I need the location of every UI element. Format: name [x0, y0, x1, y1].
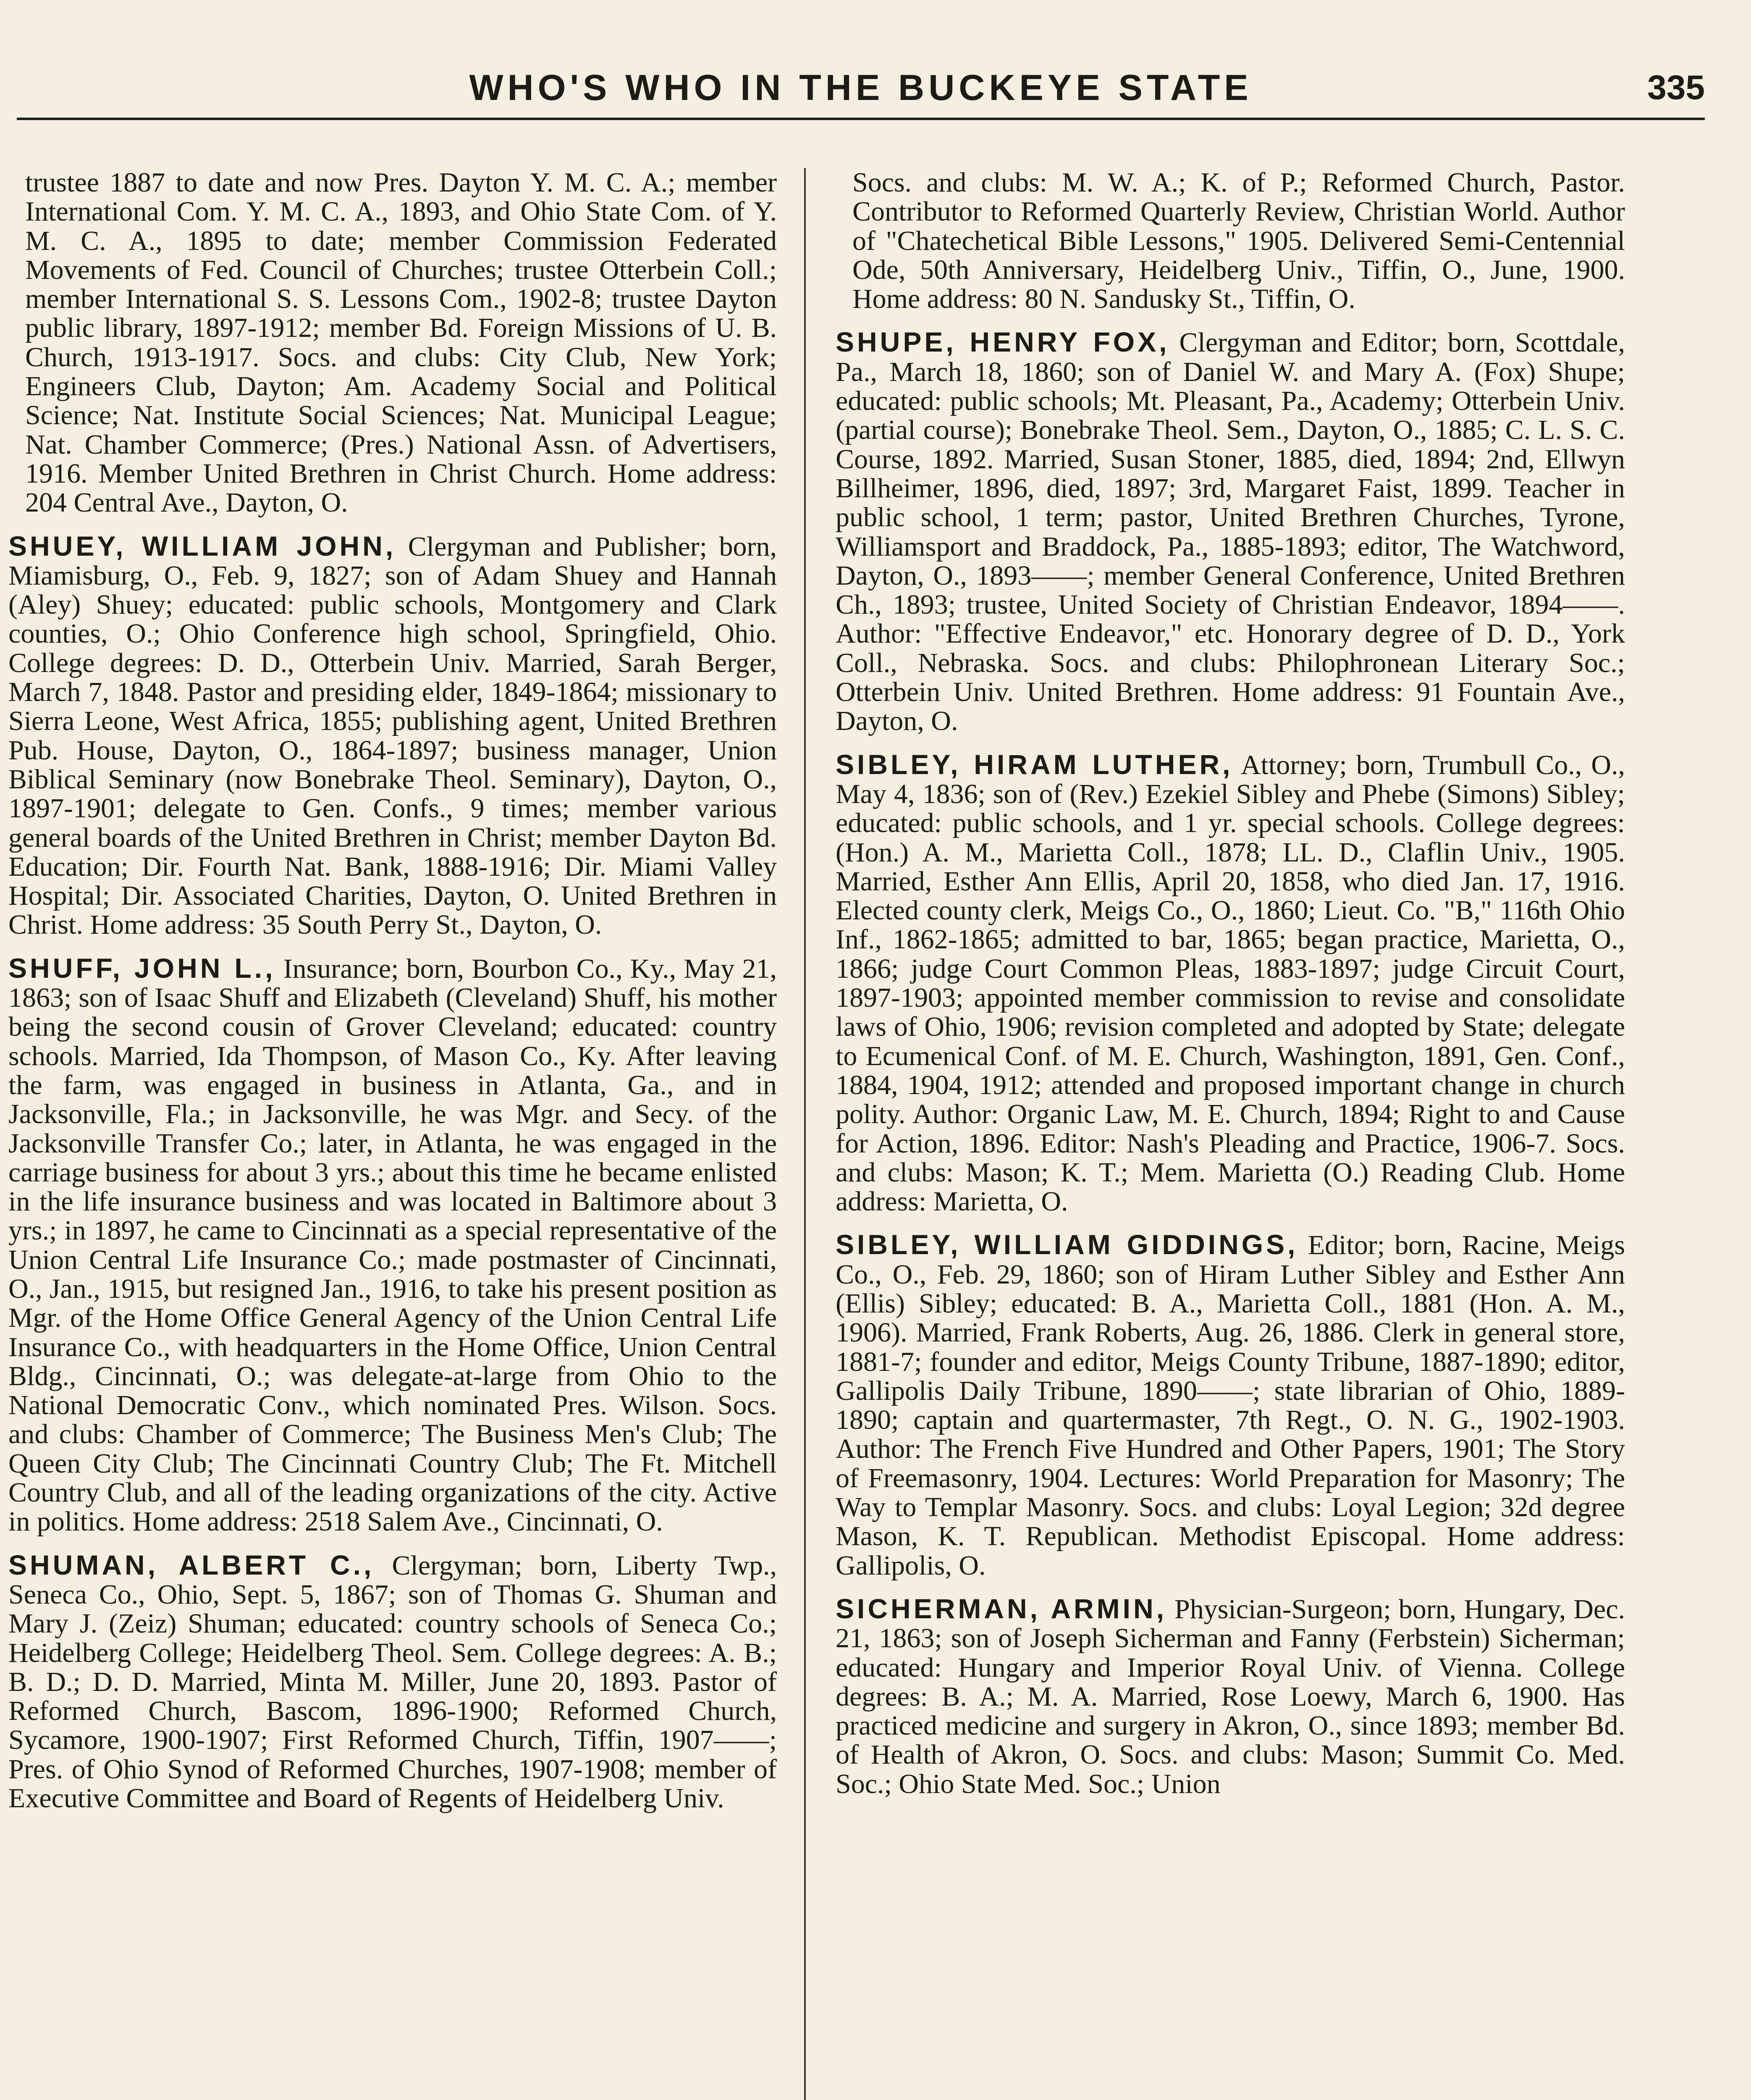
entry-name: SHUMAN, ALBERT C.,: [8, 1549, 375, 1580]
continuation-text: Socs. and clubs: M. W. A.; K. of P.; Reformed Church, Pastor. Contributor to Reformed Quarterly Review, Christian World. Author of "Chatechetical Bible Lessons," 1905. Delivered Semi-Centennial Ode, 50th Anniversary, Heidelberg Univ., Tiffin, O., June, 1900. Home address: 80 N. Sandusky St., Tiffin, O.: [852, 168, 1625, 315]
entry-text: Physician-Surgeon; born, Hungary, Dec. 21, 1863; son of Joseph Sicherman and Fanny (Ferbstein) Sicherman; educated: Hungary and Imperior Royal Univ. of Vienna. College degrees: B. A.; M. A. Married, Rose Loewy, March 6, 1900. Has practiced medicine and surgery in Akron, O., since 1893; member Bd. of Health of Akron, O. Socs. and clubs: Mason; Summit Co. Med. Soc.; Ohio State Med. Soc.; Union: [836, 1593, 1625, 1799]
entry-text: Attorney; born, Trumbull Co., O., May 4, 1836; son of (Rev.) Ezekiel Sibley and Phebe (Simons) Sibley; educated: public schools, and 1 yr. special schools. College degrees: (Hon.) A. M., Marietta Coll., 1878; LL. D., Claflin Univ., 1905. Married, Esther Ann Ellis, April 20, 1858, who died Jan. 17, 1916. Elected county clerk, Meigs Co., O., 1860; Lieut. Co. "B," 116th Ohio Inf., 1862-1865; admitted to bar, 1865; began practice, Marietta, O., 1866; judge Court Common Pleas, 1883-1897; judge Circuit Court, 1897-1903; appointed member commission to revise and consolidate laws of Ohio, 1906; revision completed and adopted by State; delegate to Ecumenical Conf. of M. E. Church, Washington, 1891, Gen. Conf., 1884, 1904, 1912; attended and proposed important change in church polity. Author: Organic Law, M. E. Church, 1894; Right to and Cause for Action, 1896. Editor: Nash's Pleading and Practice, 1906-7. Socs. and clubs: Mason; K. T.; Mem. Marietta (O.) Reading Club. Home address: Marietta, O.: [836, 749, 1625, 1217]
entry-name: SICHERMAN, ARMIN,: [836, 1593, 1167, 1624]
continuation-text: trustee 1887 to date and now Pres. Dayton Y. M. C. A.; member International Com. Y. M. C. A., 1893, and Ohio State Com. of Y. M. C. A., 1895 to date; member Commission Federated Movements of Fed. Council of Churches; trustee Otterbein Coll.; member International S. S. Lessons Com., 1902-8; trustee Dayton public library, 1897-1912; member Bd. Foreign Missions of U. B. Church, 1913-1917. Socs. and clubs: City Club, New York; Engineers Club, Dayton; Am. Academy Social and Political Science; Nat. Institute Social Sciences; Nat. Municipal League; Nat. Chamber Commerce; (Pres.) National Assn. of Advertisers, 1916. Member United Brethren in Christ Church. Home address: 204 Central Ave., Dayton, O.: [25, 168, 777, 518]
biography-entry: [836, 328, 1625, 735]
entry-name: SHUPE, HENRY FOX,: [836, 326, 1170, 358]
entry-text: Insurance; born, Bourbon Co., Ky., May 21, 1863; son of Isaac Shuff and Elizabeth (Cleveland) Shuff, his mother being the second cousin of Grover Cleveland; educated: country schools. Married, Ida Thompson, of Mason Co., Ky. After leaving the farm, was engaged in business in Atlanta, Ga., and in Jacksonville, Fla.; in Jacksonville, he was Mgr. and Secy. of the Jacksonville Transfer Co.; later, in Atlanta, he was engaged in the carriage business for about 3 yrs.; about this time he became enlisted in the life insurance business and was located in Baltimore about 3 yrs.; in 1897, he came to Cincinnati as a special representative of the Union Central Life Insurance Co.; made postmaster of Cincinnati, O., Jan., 1915, but resigned Jan., 1916, to take his present position as Mgr. of the Home Office General Agency of the Union Central Life Insurance Co., with headquarters in the Home Office, Union Central Bldg., Cincinnati, O.; was delegate-at-large from Ohio to the National Democratic Conv., which nominated Pres. Wilson. Socs. and clubs: Chamber of Commerce; The Business Men's Club; The Queen City Club; The Cincinnati Country Club; The Ft. Mitchell Country Club, and all of the leading organizations of the city. Active in politics. Home address: 2518 Salem Ave., Cincinnati, O.: [8, 953, 777, 1537]
column-divider: [804, 168, 806, 2100]
biography-entry: [836, 750, 1625, 1216]
entry-text: Editor; born, Racine, Meigs Co., O., Feb. 29, 1860; son of Hiram Luther Sibley and Esther Ann (Ellis) Sibley; educated: B. A., Marietta Coll., 1881 (Hon. A. M., 1906). Married, Frank Roberts, Aug. 26, 1886. Clerk in general store, 1881-7; founder and editor, Meigs County Tribune, 1887-1890; editor, Gallipolis Daily Tribune, 1890——; state librarian of Ohio, 1889-1890; captain and quartermaster, 7th Regt., O. N. G., 1902-1903. Author: The French Five Hundred and Other Papers, 1901; The Story of Freemasonry, 1904. Lectures: World Preparation for Masonry; The Way to Templar Masonry. Socs. and clubs: Loyal Legion; 32d degree Mason, K. T. Republican. Methodist Episcopal. Home address: Gallipolis, O.: [836, 1230, 1625, 1581]
biography-entry: [8, 1551, 777, 1813]
left-column: [8, 168, 777, 2100]
entry-name: SHUFF, JOHN L.,: [8, 952, 276, 984]
entry-text: Clergyman and Editor; born, Scottdale, Pa., March 18, 1860; son of Daniel W. and Mary A. (Fox) Shupe; educated: public schools; Mt. Pleasant, Pa., Academy; Otterbein Univ. (partial course); Bonebrake Theol. Sem., Dayton, O., 1885; C. L. S. C. Course, 1892. Married, Susan Stoner, 1885, died, 1894; 2nd, Ellwyn Billheimer, 1896, died, 1897; 3rd, Margaret Faist, 1899. Teacher in public school, 1 term; pastor, United Brethren Churches, Tyrone, Williamsport and Braddock, Pa., 1885-1893; editor, The Watchword, Dayton, O., 1893——; member General Conference, United Brethren Ch., 1893; trustee, United Society of Christian Endeavor, 1894——. Author: "Effective Endeavor," etc. Honorary degree of D. D., York Coll., Nebraska. Socs. and clubs: Philophronean Literary Soc.; Otterbein Univ. United Brethren. Home address: 91 Fountain Ave., Dayton, O.: [836, 327, 1625, 737]
page-number: 335: [1647, 68, 1705, 107]
entry-text: Clergyman; born, Liberty Twp., Seneca Co., Ohio, Sept. 5, 1867; son of Thomas G. Shuman and Mary J. (Zeiz) Shuman; educated: country schools of Seneca Co.; Heidelberg College; Heidelberg Theol. Sem. College degrees: A. B.; B. D.; D. D. Married, Minta M. Miller, June 20, 1893. Pastor of Reformed Church, Bascom, 1896-1900; Reformed Church, Sycamore, 1900-1907; First Reformed Church, Tiffin, 1907——; Pres. of Ohio Synod of Reformed Churches, 1907-1908; member of Executive Committee and Board of Regents of Heidelberg Univ.: [8, 1550, 777, 1814]
entry-name: SHUEY, WILLIAM JOHN,: [8, 530, 396, 562]
biography-entry: [8, 532, 777, 940]
entry-name: SIBLEY, WILLIAM GIDDINGS,: [836, 1229, 1298, 1260]
entry-name: SIBLEY, HIRAM LUTHER,: [836, 748, 1233, 780]
page-header: [17, 63, 1705, 120]
entry-text: Clergyman and Publisher; born, Miamisburg, O., Feb. 9, 1827; son of Adam Shuey and Hannah (Aley) Shuey; educated: public schools, Montgomery and Clark counties, O.; Ohio Conference high school, Springfield, Ohio. College degrees: D. D., Otterbein Univ. Married, Sarah Berger, March 7, 1848. Pastor and presiding elder, 1849-1864; missionary to Sierra Leone, West Africa, 1855; publishing agent, United Brethren Pub. House, Dayton, O., 1864-1897; business manager, Union Biblical Seminary (now Bonebrake Theol. Seminary), Dayton, O., 1897-1901; delegate to Gen. Confs., 9 times; member various general boards of the United Brethren in Christ; member Dayton Bd. Education; Dir. Fourth Nat. Bank, 1888-1916; Dir. Miami Valley Hospital; Dir. Associated Charities, Dayton, O. United Brethren in Christ. Home address: 35 South Perry St., Dayton, O.: [8, 531, 777, 940]
running-title: WHO'S WHO IN THE BUCKEYE STATE: [469, 68, 1253, 108]
biography-entry: [836, 1230, 1625, 1580]
biography-entry: [8, 954, 777, 1536]
biography-entry: [836, 1594, 1625, 1798]
right-column: [836, 168, 1625, 2100]
